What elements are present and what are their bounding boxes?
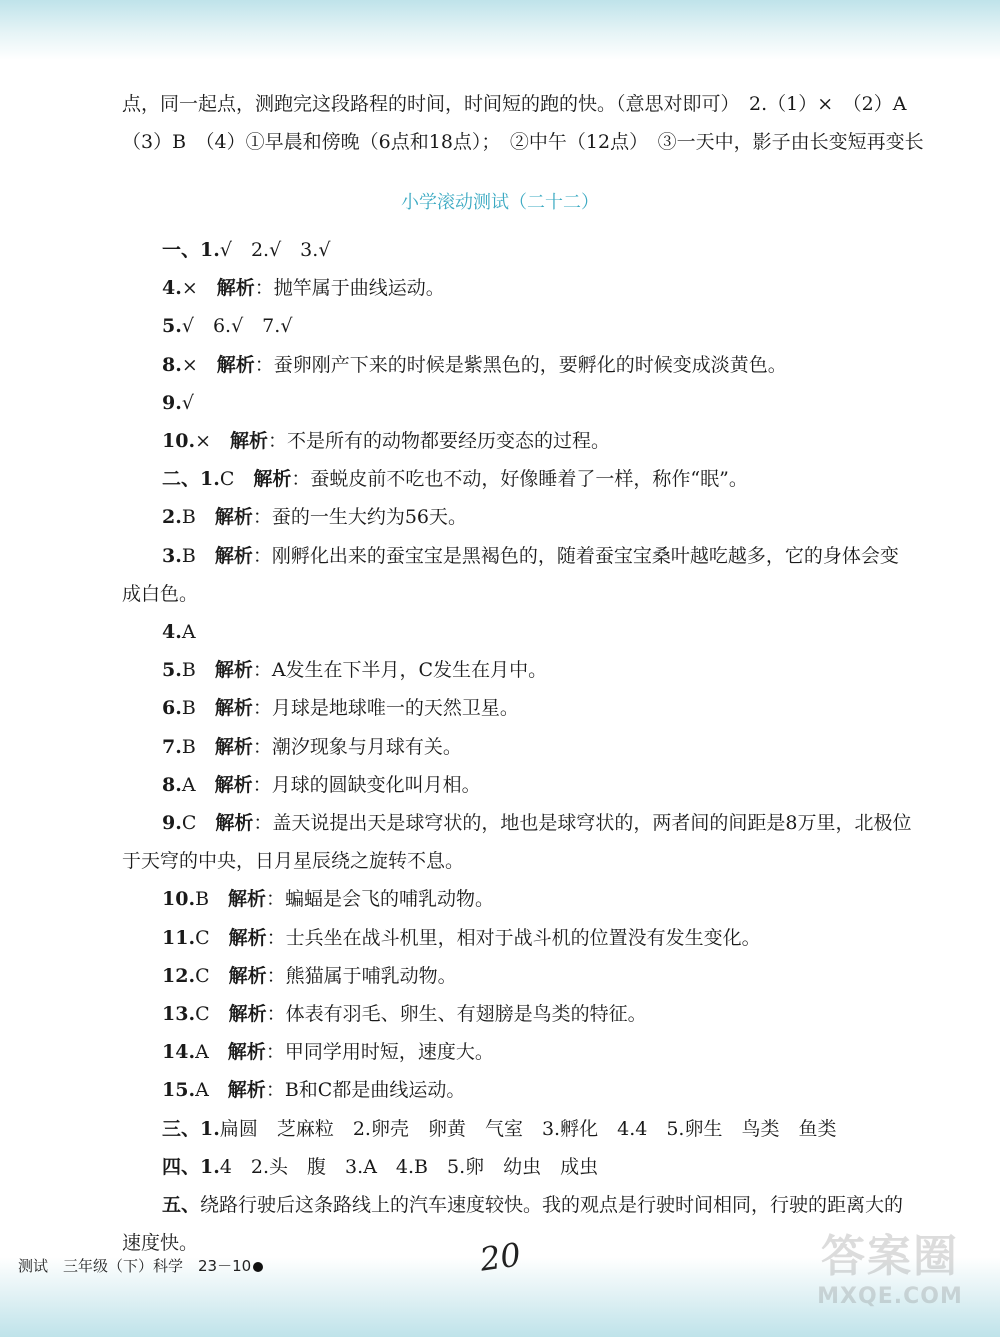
answer-line bbox=[162, 353, 982, 377]
answer-line bbox=[162, 544, 982, 568]
answer-number: 3. bbox=[162, 545, 182, 567]
answer-line bbox=[122, 849, 942, 873]
answer-text: A bbox=[181, 774, 215, 796]
answer-text: B bbox=[181, 697, 215, 719]
answer-line bbox=[162, 467, 982, 491]
answer-line bbox=[162, 658, 982, 682]
answer-number: 二、1. bbox=[162, 468, 220, 490]
explanation-label: 解析 bbox=[216, 354, 255, 376]
explanation-text: ：潮汐现象与月球有关。 bbox=[252, 736, 462, 758]
answer-number: 9. bbox=[162, 392, 182, 414]
answer-text: √ bbox=[181, 392, 194, 414]
explanation-label: 解析 bbox=[229, 430, 268, 452]
explanation-label: 解析 bbox=[228, 1003, 267, 1025]
explanation-text: ：盖天说提出天是球穹状的，地也是球穹状的，两者间的间距是8万里，北极位 bbox=[253, 812, 912, 834]
answer-text: A bbox=[181, 621, 196, 643]
section-title: 小学滚动测试（二十二） bbox=[401, 192, 599, 213]
answer-text: 扁圆 芝麻粒 2.卵壳 卵黄 气室 3.孵化 4.4 5.卵生 鸟类 鱼类 bbox=[219, 1118, 837, 1140]
answer-line bbox=[162, 1078, 982, 1102]
explanation-text: ：蝙蝠是会飞的哺乳动物。 bbox=[266, 888, 495, 910]
explanation-label: 解析 bbox=[214, 774, 253, 796]
answer-number: 11. bbox=[162, 927, 196, 949]
answer-line bbox=[162, 926, 982, 950]
answer-text: C bbox=[195, 927, 229, 949]
explanation-label: 解析 bbox=[214, 506, 253, 528]
answer-text: 4 2.头 腹 3.A 4.B 5.卵 幼虫 成虫 bbox=[219, 1156, 599, 1178]
answer-line bbox=[162, 1040, 982, 1064]
explanation-label: 解析 bbox=[214, 545, 253, 567]
explanation-text: ：甲同学用时短，速度大。 bbox=[265, 1041, 494, 1063]
answer-number: 8. bbox=[162, 354, 182, 376]
answer-line bbox=[162, 1002, 982, 1026]
explanation-text: ：抛竿属于曲线运动。 bbox=[254, 277, 445, 299]
answer-number: 一、1. bbox=[162, 239, 220, 261]
answer-line bbox=[162, 735, 982, 759]
watermark-url: MXQE.COM bbox=[817, 1284, 963, 1309]
explanation-text: ：月球的圆缺变化叫月相。 bbox=[252, 774, 481, 796]
answer-text: 速度快。 bbox=[122, 1232, 199, 1254]
answer-number: 四、1. bbox=[162, 1156, 220, 1178]
explanation-label: 解析 bbox=[215, 812, 254, 834]
explanation-text: ：月球是地球唯一的天然卫星。 bbox=[252, 697, 519, 719]
explanation-label: 解析 bbox=[253, 468, 292, 490]
answer-line bbox=[162, 1193, 982, 1217]
answer-number: 9. bbox=[162, 812, 182, 834]
answer-number: 13. bbox=[162, 1003, 196, 1025]
answer-line bbox=[162, 505, 982, 529]
answer-line bbox=[162, 1117, 982, 1141]
answer-number: 三、1. bbox=[162, 1118, 220, 1140]
explanation-label: 解析 bbox=[214, 736, 253, 758]
explanation-label: 解析 bbox=[228, 888, 267, 910]
explanation-text: ：蚕蜕皮前不吃也不动，好像睡着了一样，称作“眠”。 bbox=[291, 468, 748, 490]
explanation-text: ：蚕卵刚产下来的时候是紫黑色的，要孵化的时候变成淡黄色。 bbox=[254, 354, 787, 376]
answer-line bbox=[162, 429, 982, 453]
page-footer bbox=[18, 1255, 263, 1276]
answer-line bbox=[162, 773, 982, 797]
answer-number: 8. bbox=[162, 774, 182, 796]
answer-text: C bbox=[195, 965, 229, 987]
answer-line bbox=[162, 696, 982, 720]
explanation-text: ：B和C都是曲线运动。 bbox=[265, 1079, 466, 1101]
answer-text: × bbox=[181, 354, 217, 376]
answer-text: B bbox=[181, 659, 215, 681]
answer-text: C bbox=[219, 468, 254, 490]
answer-text: A bbox=[195, 1041, 228, 1063]
answer-number: 12. bbox=[162, 965, 196, 987]
answer-text: 成白色。 bbox=[122, 583, 199, 605]
answer-line bbox=[162, 276, 982, 300]
answer-text: B bbox=[181, 506, 215, 528]
answer-text: 于天穹的中央，日月星辰绕之旋转不息。 bbox=[122, 850, 465, 872]
answer-number: 4. bbox=[162, 621, 182, 643]
answer-text: A bbox=[195, 1079, 228, 1101]
explanation-text: ：刚孵化出来的蚕宝宝是黑褐色的，随着蚕宝宝桑叶越吃越多，它的身体会变 bbox=[252, 545, 899, 567]
explanation-text: ：蚕的一生大约为56天。 bbox=[252, 506, 468, 528]
answer-number: 5. bbox=[162, 659, 182, 681]
answer-line bbox=[162, 964, 982, 988]
explanation-text: ：士兵坐在战斗机里，相对于战斗机的位置没有发生变化。 bbox=[266, 927, 761, 949]
footer-label: 测试 三年级（下）科学 23－10 bbox=[18, 1257, 252, 1275]
answer-line bbox=[162, 314, 982, 338]
explanation-label: 解析 bbox=[214, 697, 253, 719]
answer-text: C bbox=[195, 1003, 229, 1025]
answer-text: × bbox=[195, 430, 230, 452]
answer-text: √ 2.√ 3.√ bbox=[219, 239, 331, 261]
explanation-label: 解析 bbox=[214, 659, 253, 681]
answer-text: B bbox=[181, 736, 215, 758]
answer-number: 10. bbox=[162, 888, 196, 910]
explanation-text: ：A发生在下半月，C发生在月中。 bbox=[252, 659, 548, 681]
continued-line-1: 点，同一起点，测跑完这段路程的时间，时间短的跑的快。（意思对即可） 2.（1）× （2）A bbox=[122, 93, 907, 115]
answer-number: 10. bbox=[162, 430, 196, 452]
answer-line bbox=[162, 1155, 982, 1179]
answer-number: 2. bbox=[162, 506, 182, 528]
answer-text: √ 6.√ 7.√ bbox=[181, 315, 293, 337]
answer-text: B bbox=[195, 888, 229, 910]
explanation-label: 解析 bbox=[216, 277, 255, 299]
answer-number: 15. bbox=[162, 1079, 196, 1101]
explanation-label: 解析 bbox=[227, 1041, 266, 1063]
answer-line bbox=[162, 887, 982, 911]
answer-text: B bbox=[181, 545, 215, 567]
watermark-logo bbox=[800, 1220, 980, 1330]
answer-number: 五、 bbox=[162, 1194, 201, 1216]
answer-number: 14. bbox=[162, 1041, 196, 1063]
footer-dot-icon bbox=[253, 1262, 263, 1272]
answer-text: 绕路行驶后这条路线上的汽车速度较快。我的观点是行驶时间相同，行驶的距离大的 bbox=[200, 1194, 904, 1216]
explanation-label: 解析 bbox=[228, 927, 267, 949]
top-decor-band bbox=[0, 0, 1000, 60]
handwritten-page-number: 20 bbox=[477, 1235, 524, 1279]
answer-text: C bbox=[181, 812, 216, 834]
continued-line-2: （3）B （4）①早晨和傍晚（6点和18点）； ②中午（12点） ③一天中，影子由长变短再变长 bbox=[122, 131, 924, 153]
answer-number: 5. bbox=[162, 315, 182, 337]
answer-number: 6. bbox=[162, 697, 182, 719]
answer-line bbox=[162, 811, 982, 835]
answer-line bbox=[122, 582, 942, 606]
answer-number: 7. bbox=[162, 736, 182, 758]
explanation-text: ：体表有羽毛、卵生、有翅膀是鸟类的特征。 bbox=[266, 1003, 647, 1025]
explanation-text: ：不是所有的动物都要经历变态的过程。 bbox=[268, 430, 611, 452]
explanation-text: ：熊猫属于哺乳动物。 bbox=[266, 965, 457, 987]
answer-text: × bbox=[181, 277, 217, 299]
watermark-text: 答案圈 bbox=[821, 1231, 959, 1282]
answer-line bbox=[162, 391, 982, 415]
answer-number: 4. bbox=[162, 277, 182, 299]
answer-line bbox=[162, 238, 982, 262]
explanation-label: 解析 bbox=[227, 1079, 266, 1101]
answer-line bbox=[162, 620, 982, 644]
explanation-label: 解析 bbox=[228, 965, 267, 987]
